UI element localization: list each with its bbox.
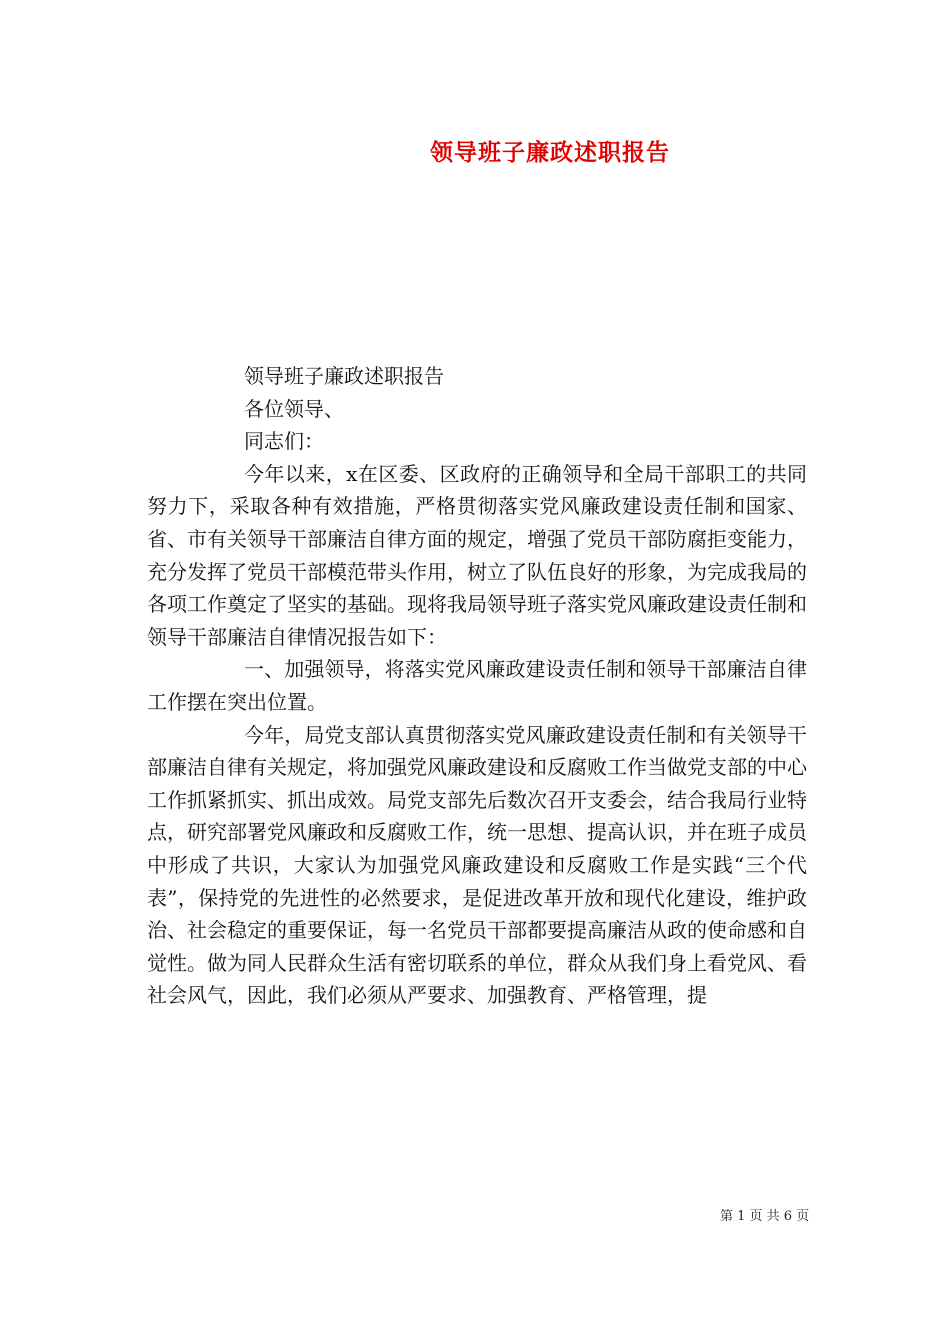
paragraph-intro: 今年以来，x在区委、区政府的正确领导和全局干部职工的共同努力下，采取各种有效措施，严格贯彻落实党风廉政建设责任制和国家、省、市有关领导干部廉洁自律方面的规定，增强了党员干部防腐拒变能力，充分发挥了党员干部模范带头作用，树立了队伍良好的形象，为完成我局的各项工作奠定了坚实的基础。现将我局领导班子落实党风廉政建设责任制和领导干部廉洁自律情况报告如下： xyxy=(147,461,807,649)
paragraph-section-one-heading: 一、加强领导，将落实党风廉政建设责任制和领导干部廉洁自律工作摆在突出位置。 xyxy=(147,657,807,714)
report-heading: 领导班子廉政述职报告 xyxy=(244,364,444,388)
document-body xyxy=(147,360,807,1012)
salutation-leaders: 各位领导、 xyxy=(244,396,344,421)
page-number-footer: 第 1 页 共 6 页 xyxy=(720,1209,810,1224)
document-title: 领导班子廉政述职报告 xyxy=(430,139,670,166)
paragraph-section-one-body: 今年，局党支部认真贯彻落实党风廉政建设责任制和有关领导干部廉洁自律有关规定，将加强党风廉政建设和反腐败工作当做党支部的中心工作抓紧抓实、抓出成效。局党支部先后数次召开支委会，结合我局行业特点，研究部署党风廉政和反腐败工作，统一思想、提高认识，并在班子成员中形成了共识，大家认为加强党风廉政建设和反腐败工作是实践“三个代表”，保持党的先进性的必然要求，是促进改革开放和现代化建设，维护政治、社会稳定的重要保证，每一名党员干部都要提高廉洁从政的使命感和自觉性。做为同人民群众生活有密切联系的单位，群众从我们身上看党风、看社会风气，因此，我们必须从严要求、加强教育、严格管理，提 xyxy=(147,722,807,1008)
salutation-comrades: 同志们： xyxy=(244,429,324,454)
